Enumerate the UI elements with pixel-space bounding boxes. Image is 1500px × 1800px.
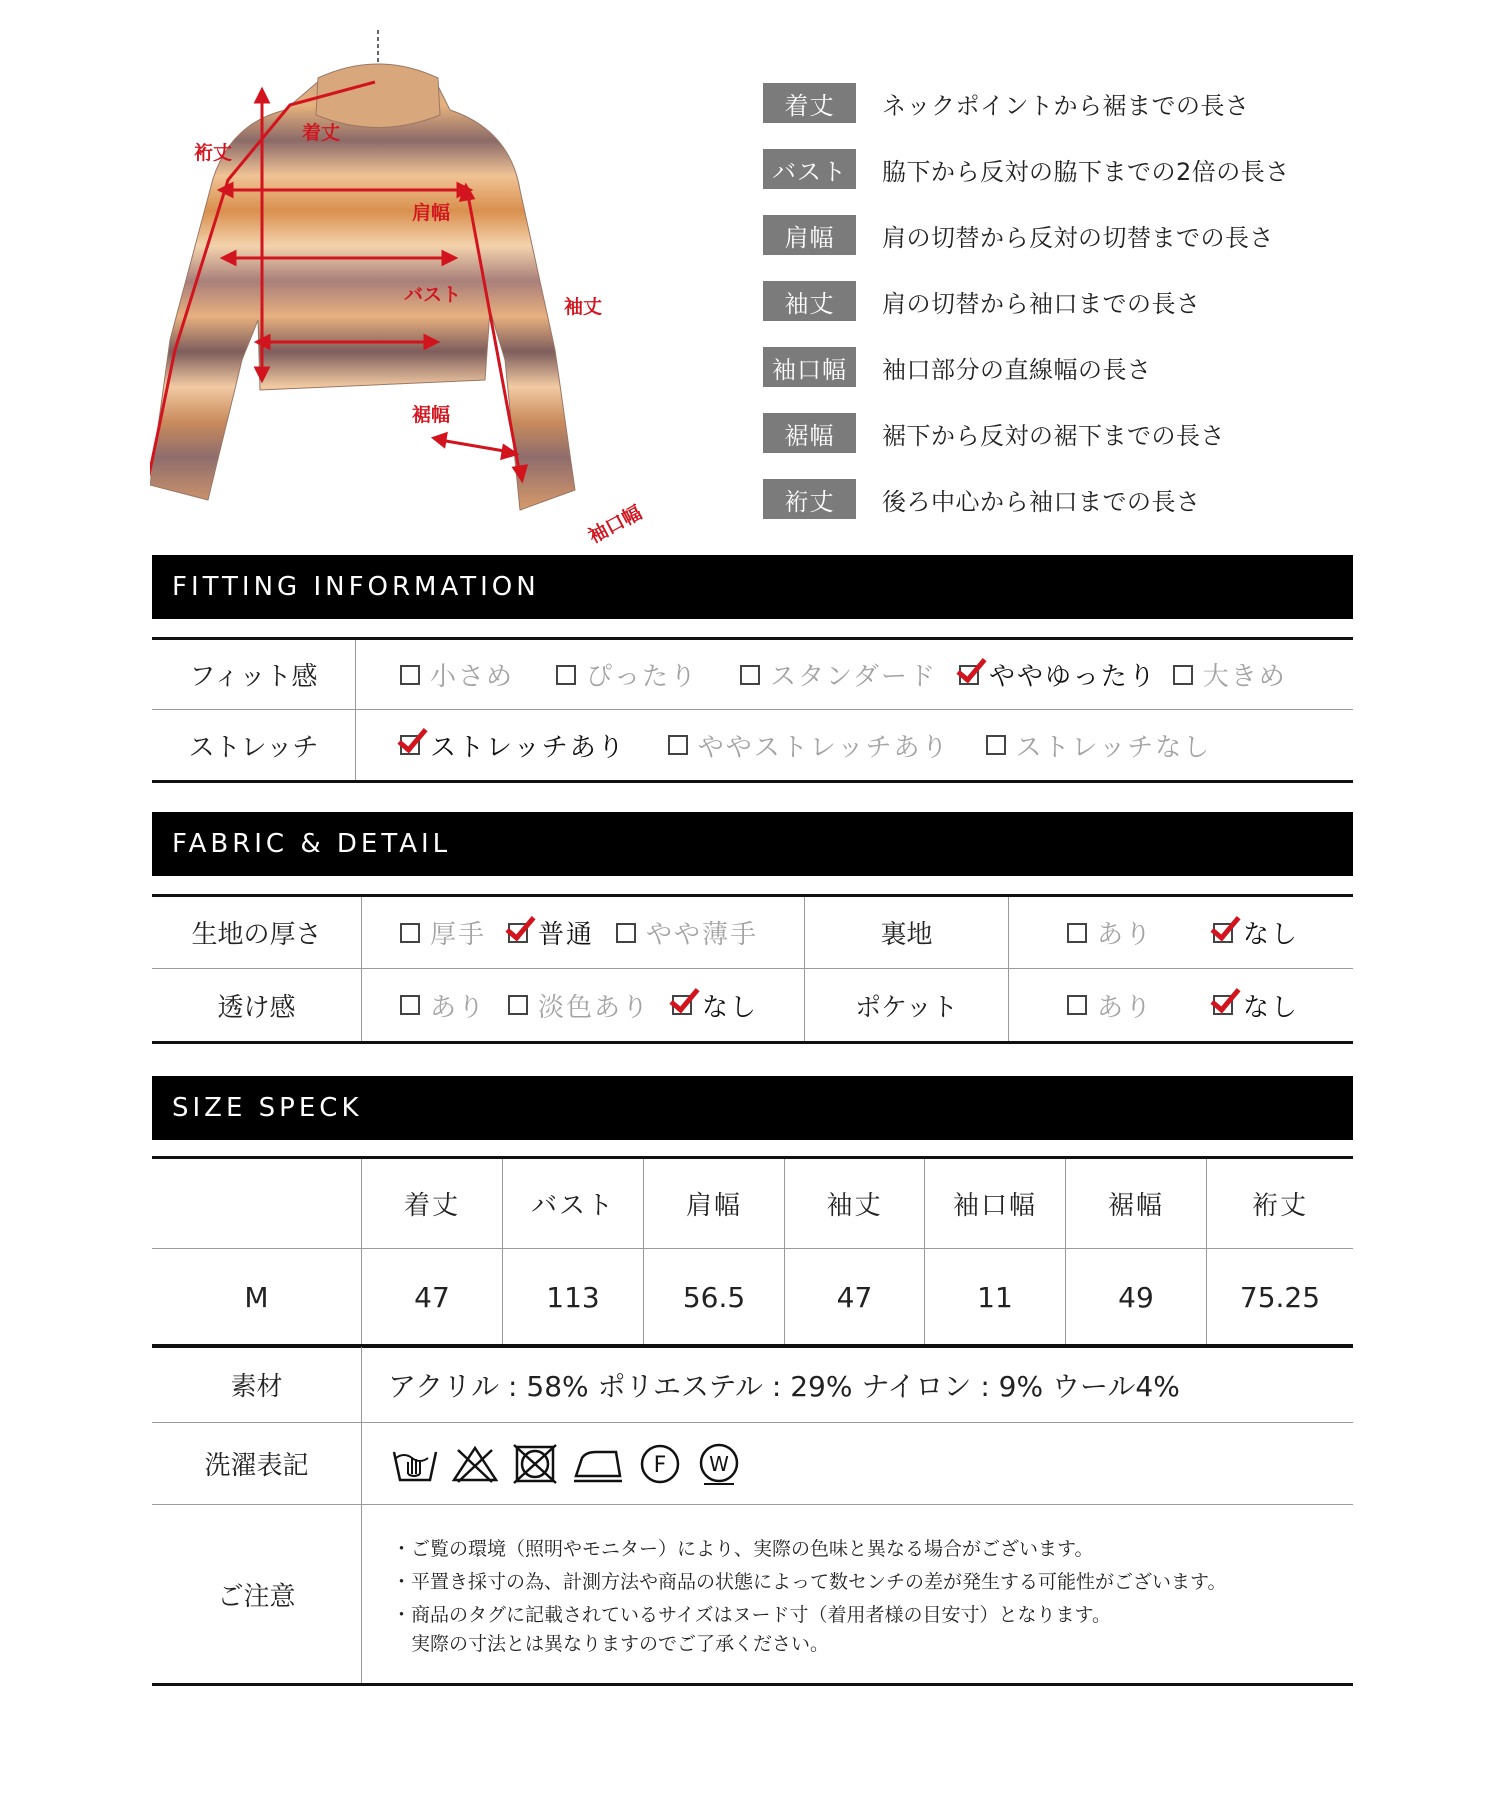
size-cell: 11: [925, 1249, 1066, 1345]
note-line: ・商品のタグに記載されているサイズはヌード寸（着用者様の目安寸）となります。: [392, 1603, 1111, 1626]
legend-desc: 裾下から反対の裾下までの長さ: [882, 421, 1225, 450]
size-col-header: 肩幅: [644, 1159, 785, 1248]
legend-desc: 肩の切替から袖口までの長さ: [882, 289, 1201, 318]
care-icons: [362, 1423, 742, 1504]
legend-row: [763, 280, 1201, 322]
size-cell: 113: [503, 1249, 644, 1345]
material-value: アクリル : 58% ポリエステル : 29% ナイロン : 9% ウール4%: [388, 1369, 1180, 1403]
label-kitake: 着丈: [302, 122, 341, 144]
checkbox-icon: [400, 995, 420, 1015]
option-thick[interactable]: 厚手: [400, 914, 486, 951]
label-bust: バスト: [404, 284, 462, 306]
note-line: ・平置き採寸の為、計測方法や商品の状態によって数センチの差が発生する可能性がございます。: [392, 1570, 1227, 1593]
option-just[interactable]: ぴったり: [556, 656, 698, 693]
option-standard[interactable]: スタンダード: [740, 656, 937, 693]
size-cell: 47: [785, 1249, 925, 1345]
fabric-header: FABRIC & DETAIL: [152, 812, 1353, 876]
option-sheer-no[interactable]: なし: [672, 987, 758, 1024]
legend-term: 袖丈: [763, 281, 856, 321]
pocket-options: [1009, 969, 1339, 1041]
checked-checkbox-icon: [1213, 923, 1233, 943]
checkbox-icon: [556, 665, 576, 685]
stretch-options: [356, 710, 1251, 780]
checkbox-icon: [400, 923, 420, 943]
sheerness-options: [362, 969, 805, 1041]
checkbox-icon: [1067, 995, 1087, 1015]
iron-low-with-cloth-icon: [572, 1444, 624, 1484]
checkbox-icon: [400, 665, 420, 685]
notes-list: [362, 1505, 1226, 1683]
size-col-header: 着丈: [362, 1159, 503, 1248]
checked-checkbox-icon: [959, 665, 979, 685]
legend-row: [763, 82, 1250, 124]
option-large[interactable]: 大きめ: [1173, 656, 1287, 693]
fit-options: [356, 640, 1287, 709]
lining-options: [1009, 897, 1339, 968]
option-lining-no[interactable]: なし: [1213, 914, 1299, 951]
fabric-row-thickness: [152, 897, 1353, 969]
option-normal[interactable]: 普通: [508, 914, 594, 951]
size-col-header: バスト: [503, 1159, 644, 1248]
legend-row: [763, 478, 1201, 520]
detail-table: [152, 1344, 1353, 1686]
size-row-m: [152, 1249, 1353, 1345]
size-col-header: 裄丈: [1251, 1191, 1308, 1221]
checkbox-icon: [668, 735, 688, 755]
size-table: [152, 1156, 1353, 1348]
checked-checkbox-icon: [508, 923, 528, 943]
label-yukitake: 裄丈: [194, 142, 233, 164]
legend-term: 袖口幅: [763, 347, 856, 387]
legend-term: 肩幅: [763, 215, 856, 255]
legend-row: [763, 214, 1274, 256]
fabric-table: [152, 894, 1353, 1044]
label-katahaba: 肩幅: [412, 202, 451, 224]
legend-term: バスト: [763, 149, 856, 189]
notes-row: [152, 1505, 1353, 1683]
notes-label: ご注意: [152, 1505, 362, 1683]
size-header: SIZE SPECK: [152, 1076, 1353, 1140]
care-label: 洗濯表記: [152, 1423, 362, 1504]
legend-row: [763, 412, 1225, 454]
legend-row: [763, 346, 1152, 388]
lining-label: 裏地: [805, 897, 1009, 968]
hand-wash-40-icon: [392, 1444, 438, 1484]
material-label: 素材: [152, 1347, 362, 1422]
checkbox-icon: [1067, 923, 1087, 943]
care-row: [152, 1423, 1353, 1505]
svg-text:F: F: [653, 1452, 667, 1478]
legend-desc: 肩の切替から反対の切替までの長さ: [882, 223, 1274, 252]
legend-desc: ネックポイントから裾までの長さ: [882, 91, 1250, 120]
size-header-row: [152, 1159, 1353, 1249]
option-sheer-light-colors[interactable]: 淡色あり: [508, 987, 650, 1024]
thickness-options: [362, 897, 805, 968]
legend-term: 裾幅: [763, 413, 856, 453]
checkbox-icon: [740, 665, 760, 685]
note-line: ・ご覧の環境（照明やモニター）により、実際の色味と異なる場合がございます。: [392, 1537, 1094, 1560]
option-sheer-yes[interactable]: あり: [400, 987, 486, 1024]
checkbox-icon: [508, 995, 528, 1015]
checked-checkbox-icon: [1213, 995, 1233, 1015]
legend-desc: 袖口部分の直線幅の長さ: [882, 355, 1152, 384]
stretch-label: ストレッチ: [152, 710, 356, 780]
checkbox-icon: [616, 923, 636, 943]
wet-clean-w-icon: [696, 1441, 742, 1487]
checkbox-icon: [986, 735, 1006, 755]
thickness-label: 生地の厚さ: [152, 897, 362, 968]
dry-clean-f-icon: [638, 1442, 682, 1486]
legend-desc: 脇下から反対の脇下までの2倍の長さ: [882, 157, 1290, 186]
legend-desc: 後ろ中心から袖口までの長さ: [882, 487, 1201, 516]
size-cell: 47: [362, 1249, 503, 1345]
option-small[interactable]: 小さめ: [400, 656, 514, 693]
option-lining-yes[interactable]: あり: [1067, 914, 1153, 951]
size-col-header: 袖丈: [785, 1159, 925, 1248]
option-slight-stretch[interactable]: ややストレッチあり: [668, 727, 950, 764]
size-col-header: 裾幅: [1066, 1159, 1207, 1248]
legend-row: [763, 148, 1290, 190]
size-col-header: [152, 1159, 362, 1248]
fit-label: フィット感: [152, 640, 356, 709]
pocket-label: ポケット: [805, 969, 1009, 1041]
label-susohaba: 裾幅: [412, 404, 451, 426]
no-bleach-icon: [452, 1444, 498, 1484]
option-slightly-thin[interactable]: やや薄手: [616, 914, 758, 951]
note-line: 実際の寸法とは異なりますのでご了承ください。: [392, 1632, 830, 1655]
no-tumble-dry-icon: [512, 1443, 558, 1485]
fitting-table: [152, 637, 1353, 783]
checkbox-icon: [1173, 665, 1193, 685]
size-col-header: 袖口幅: [925, 1159, 1066, 1248]
legend-term: 裄丈: [763, 479, 856, 519]
size-cell: M: [152, 1249, 362, 1345]
svg-text:W: W: [709, 1451, 729, 1476]
option-no-stretch[interactable]: ストレッチなし: [986, 727, 1212, 764]
option-slightly-loose[interactable]: ややゆったり: [959, 656, 1157, 693]
fitting-header: FITTING INFORMATION: [152, 555, 1353, 619]
measurement-diagram: [150, 20, 690, 548]
label-sodetake: 袖丈: [564, 296, 603, 318]
size-cell: 49: [1066, 1249, 1207, 1345]
fabric-row-sheerness: [152, 969, 1353, 1041]
label-sodeguchi: 袖口幅: [584, 501, 646, 548]
option-stretch[interactable]: ストレッチあり: [400, 727, 626, 764]
fitting-row-stretch: [152, 710, 1353, 780]
checked-checkbox-icon: [400, 735, 420, 755]
option-pocket-yes[interactable]: あり: [1067, 987, 1153, 1024]
sheerness-label: 透け感: [152, 969, 362, 1041]
option-pocket-no[interactable]: なし: [1213, 987, 1299, 1024]
size-cell: 56.5: [644, 1249, 785, 1345]
fitting-row-fit: [152, 640, 1353, 710]
size-cell: 75.25: [1239, 1280, 1321, 1314]
legend-term: 着丈: [763, 83, 856, 123]
material-row: [152, 1347, 1353, 1423]
checked-checkbox-icon: [672, 995, 692, 1015]
